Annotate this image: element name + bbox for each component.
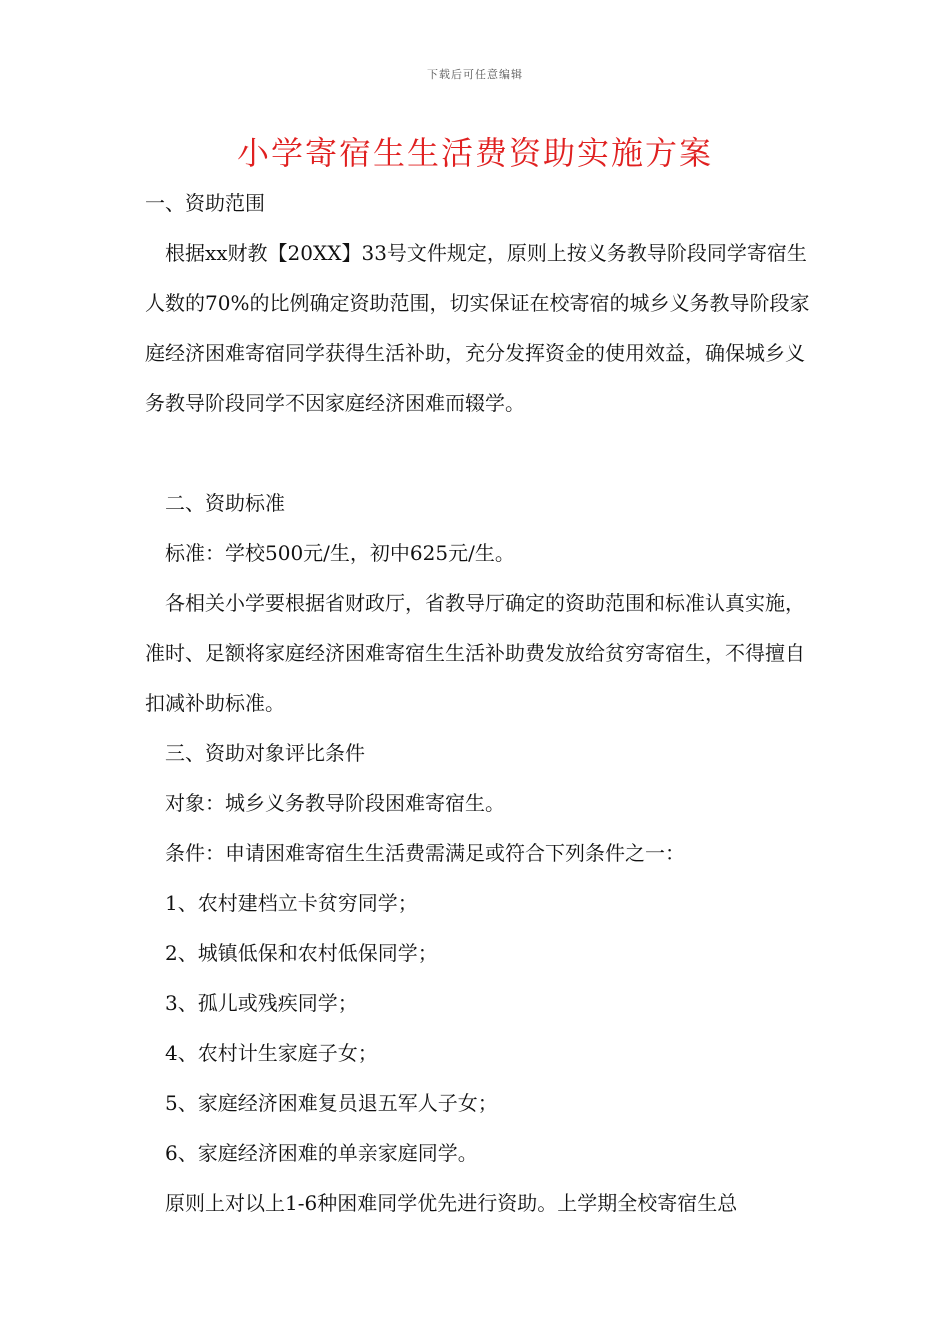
condition-item: 6、家庭经济困难的单亲家庭同学。 <box>165 1141 478 1165</box>
condition-item: 1、农村建档立卡贫穷同学； <box>165 891 418 915</box>
section-1-heading: 一、资助范围 <box>145 191 265 215</box>
section-3-heading: 三、资助对象评比条件 <box>165 741 365 765</box>
condition-item: 2、城镇低保和农村低保同学； <box>165 941 438 965</box>
section-2-heading: 二、资助标准 <box>165 491 285 515</box>
document-body <box>145 178 815 1228</box>
condition-item: 4、农村计生家庭子女； <box>165 1041 378 1065</box>
blank-line <box>145 428 815 478</box>
condition-item: 3、孤儿或残疾同学； <box>165 991 358 1015</box>
closing-paragraph: 原则上对以上1-6种困难同学优先进行资助。上学期全校寄宿生总 <box>165 1191 738 1215</box>
section-1-paragraph: 根据xx财教【20XX】33号文件规定，原则上按义务教导阶段同学寄宿生人数的70%的比例确定资助范围，切实保证在校寄宿的城乡义务教导阶段家庭经济困难寄宿同学获得生活补助，充分发挥资金的使用效益，确保城乡义务教导阶段同学不因家庭经济困难而辍学。 <box>145 241 810 415</box>
condition-item: 5、家庭经济困难复员退五军人子女； <box>165 1091 498 1115</box>
section-2-standard: 标准：学校500元/生，初中625元/生。 <box>165 541 515 565</box>
document-title: 小学寄宿生生活费资助实施方案 <box>236 134 713 172</box>
section-3-object: 对象：城乡义务教导阶段困难寄宿生。 <box>165 791 505 815</box>
section-3-condition: 条件：申请困难寄宿生生活费需满足或符合下列条件之一： <box>165 841 685 865</box>
header-note: 下载后可任意编辑 <box>427 68 523 81</box>
section-2-paragraph: 各相关小学要根据省财政厅，省教导厅确定的资助范围和标准认真实施，准时、足额将家庭经济困难寄宿生生活补助费发放给贫穷寄宿生，不得擅自扣减补助标准。 <box>145 591 805 715</box>
